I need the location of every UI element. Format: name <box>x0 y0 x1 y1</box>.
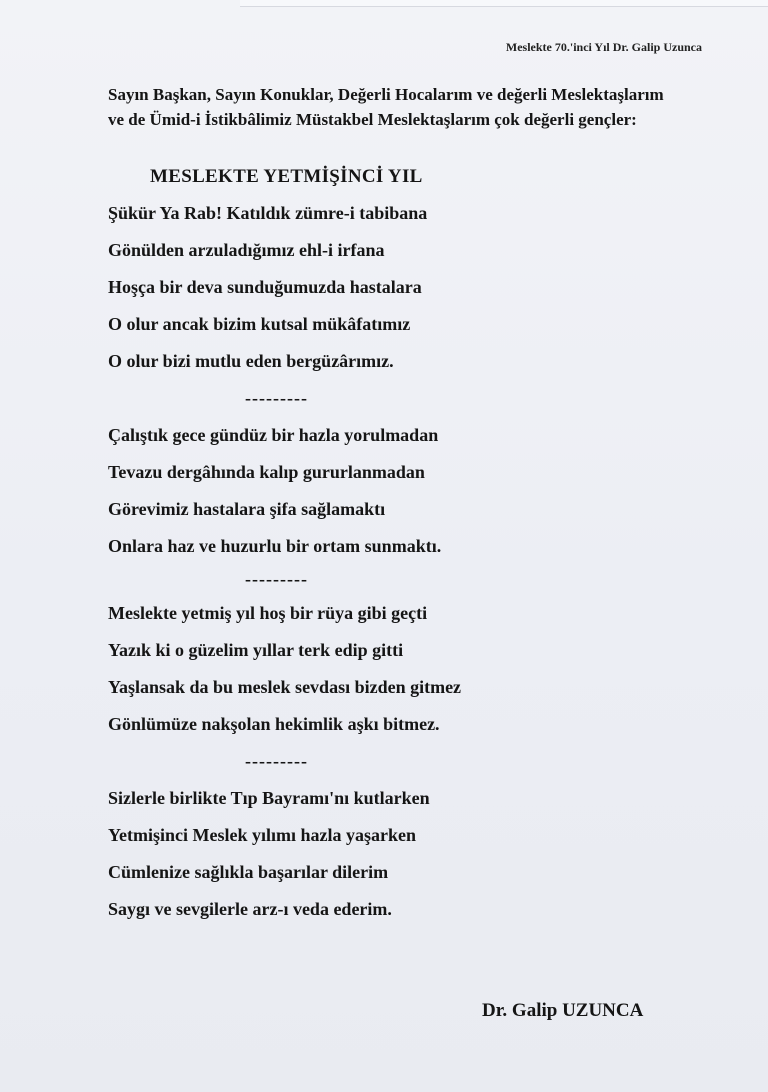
salutation <box>108 82 728 132</box>
poem-line: Gönlümüze nakşolan hekimlik aşkı bitmez. <box>108 714 440 734</box>
header-note: Meslekte 70.'inci Yıl Dr. Galip Uzunca <box>505 40 702 54</box>
poem-line: Cümlenize sağlıkla başarılar dilerim <box>108 862 389 882</box>
stanza-separator: --------- <box>245 569 308 589</box>
poem-line: Görevimiz hastalara şifa sağlamaktı <box>108 499 386 519</box>
poem-line: Sizlerle birlikte Tıp Bayramı'nı kutlarken <box>108 788 430 808</box>
poem-line: O olur bizi mutlu eden bergüzârımız. <box>108 351 394 371</box>
poem-line: Şükür Ya Rab! Katıldık zümre-i tabibana <box>108 203 428 223</box>
poem-line: Saygı ve sevgilerle arz-ı veda ederim. <box>108 899 392 919</box>
stanza-separator: --------- <box>245 751 308 771</box>
poem-line: Gönülden arzuladığımız ehl-i irfana <box>108 240 385 260</box>
poem-line: Yazık ki o güzelim yıllar terk edip gitti <box>108 640 404 660</box>
poem-line: Yaşlansak da bu meslek sevdası bizden gitmez <box>108 677 462 697</box>
poem-line: Hoşça bir deva sunduğumuzda hastalara <box>108 277 422 297</box>
salutation-line: Sayın Başkan, Sayın Konuklar, Değerli Hocalarım ve değerli Meslektaşlarım <box>108 85 664 104</box>
stanza-separator: --------- <box>245 388 308 408</box>
poem-line: O olur ancak bizim kutsal mükâfatımız <box>108 314 411 334</box>
salutation-line: ve de Ümid-i İstikbâlimiz Müstakbel Meslektaşlarım çok değerli gençler: <box>108 110 637 129</box>
signature: Dr. Galip UZUNCA <box>482 1000 644 1021</box>
poem-line: Onlara haz ve huzurlu bir ortam sunmaktı. <box>108 536 442 556</box>
poem-title: MESLEKTE YETMİŞİNCİ YIL <box>150 166 423 187</box>
poem-line: Yetmişinci Meslek yılımı hazla yaşarken <box>108 825 416 845</box>
poem-line: Tevazu dergâhında kalıp gururlanmadan <box>108 462 425 482</box>
paper-edge <box>240 0 768 7</box>
poem-line: Meslekte yetmiş yıl hoş bir rüya gibi geçti <box>108 603 428 623</box>
poem-line: Çalıştık gece gündüz bir hazla yorulmadan <box>108 425 439 445</box>
